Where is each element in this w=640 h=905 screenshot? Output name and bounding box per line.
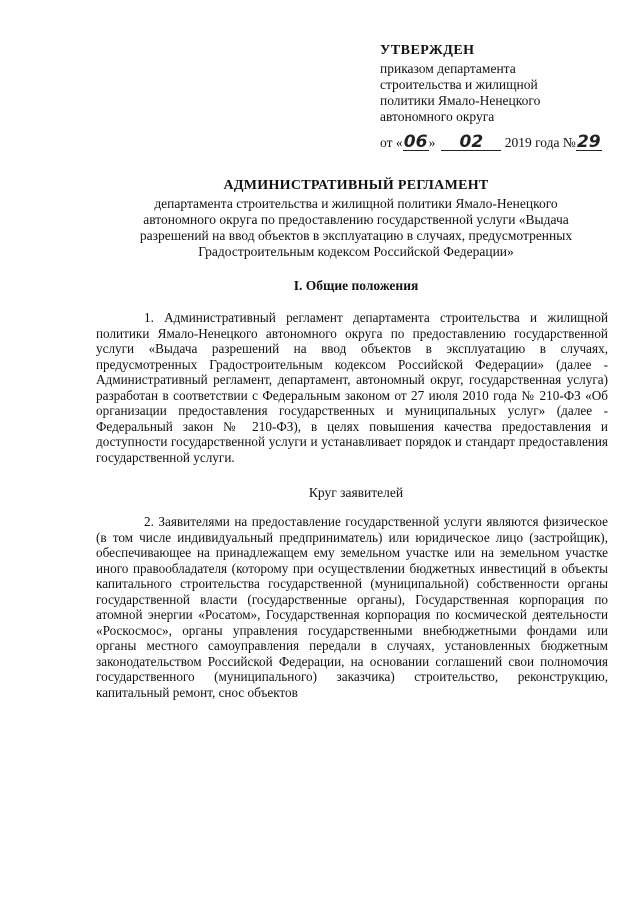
approval-stamp — [380, 43, 620, 125]
handwritten-day: 06 — [403, 132, 428, 152]
order-date-line — [380, 134, 602, 151]
handwritten-order-number: 29 — [576, 132, 601, 152]
handwritten-month: 02 — [441, 134, 501, 151]
paragraph-1: 1. Административный регламент департамента строительства и жилищной политики Ямало-Ненецкого автономного округа по предоставлению государственной услуги «Выдача разрешений на ввод объектов в эксплуатацию в случаях, предусмотренных Градостроительным кодексом Российской Федерации» (далее - Административный регламент, департамент, автономный округ, государственная услуга) разработан в соответствии с Федеральным законом от 27 июля 2010 года № 210-ФЗ «Об организации предоставления государственных и муниципальных услуг» (далее - Федеральный закон № 210-ФЗ), в целях повышения качества предоставления и доступности государственной услуги и устанавливает порядок и стандарт предоставления государственной услуги. — [96, 310, 608, 465]
subsection-heading: Круг заявителей — [308, 485, 404, 500]
paragraph-2: 2. Заявителями на предоставление государственной услуги являются физическое (в том числе индивидуальный предприниматель) или юридическое лицо (застройщик), обеспечивающее на принадлежащем ему земельном участке или на земельном участке иного правообладателя (которому при осуществлении бюджетных инвестиций в объекты капитального строительства государственной (муниципальной) собственности органы государственной власти (государственные органы), Государственная корпорация по атомной энергии «Росатом», Государственная корпорация по космической деятельности «Роскосмос», органы управления государственными внебюджетными фондами или органы местного самоуправления передали в случаях, установленных бюджетным законодательством Российской Федерации, на основании соглашений свои полномочия государственного (муниципального) заказчика) строительство, реконструкцию, капитальный ремонт, снос объектов — [96, 514, 608, 700]
approval-line: строительства и жилищной — [380, 77, 538, 92]
date-year-text: 2019 года № — [504, 135, 576, 150]
title-line: разрешений на ввод объектов в эксплуатацию в случаях, предусмотренных — [139, 228, 573, 243]
date-prefix: от « — [380, 135, 403, 150]
document-title-block — [96, 178, 616, 260]
approval-line: автономного округа — [380, 109, 495, 124]
document-title: АДМИНИСТРАТИВНЫЙ РЕГЛАМЕНТ — [223, 178, 489, 193]
approval-heading: УТВЕРЖДЕН — [380, 43, 475, 58]
section-heading: I. Общие положения — [293, 278, 419, 293]
approval-line: приказом департамента — [380, 61, 516, 76]
date-quote-close: » — [428, 135, 436, 150]
approval-line: политики Ямало-Ненецкого — [380, 93, 541, 108]
title-line: Градостроительным кодексом Российской Федерации» — [198, 244, 514, 259]
title-line: департамента строительства и жилищной политики Ямало-Ненецкого — [154, 196, 558, 211]
title-line: автономного округа по предоставлению государственной услуги «Выдача — [143, 212, 569, 227]
